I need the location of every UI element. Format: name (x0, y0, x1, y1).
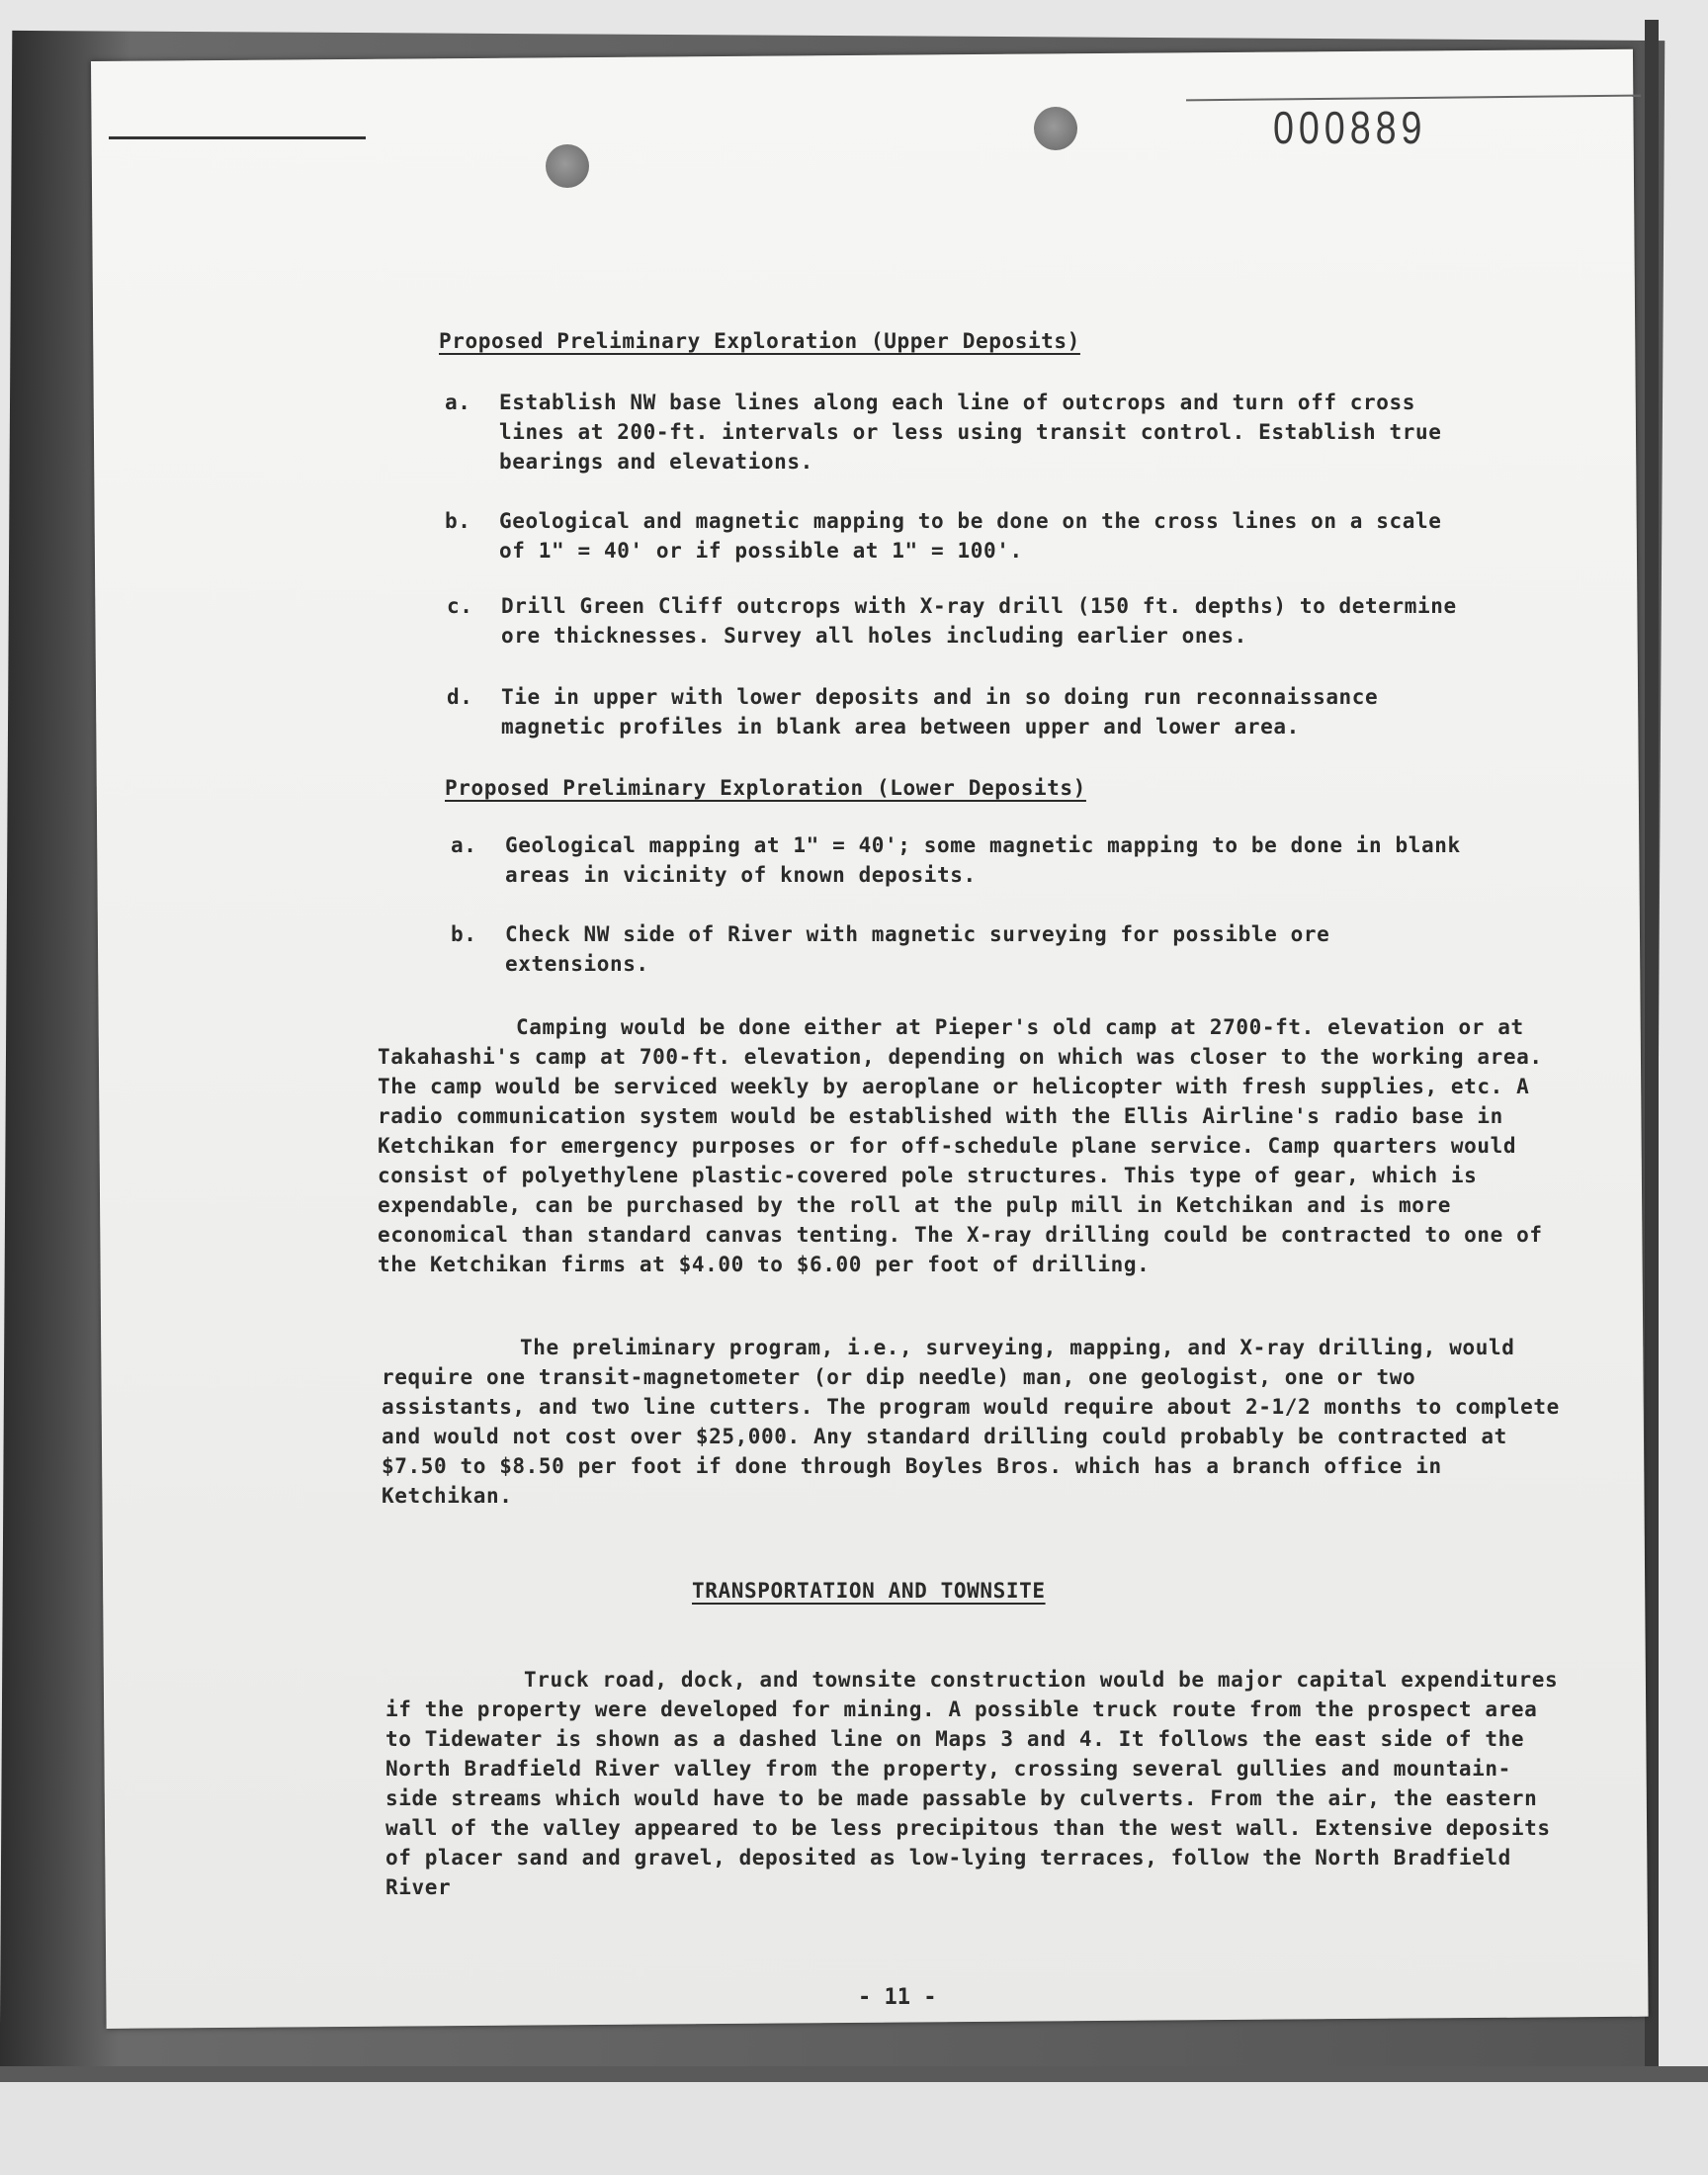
top-rule-left (109, 136, 366, 139)
camping-paragraph: Camping would be done either at Pieper's old camp at 2700-ft. elevation or at Takahashi's camp at 700-ft. elevation, depending on which was closer to the working area. The camp would be serviced weekly by aeroplane or helicopter with fresh supplies, etc. A radio communication system would be established with the Ellis Airline's radio base in Ketchikan for emergency purposes or for off-schedule plane service. Camp quarters would consist of polyethylene plastic-covered pole structures. This type of gear, which is expendable, can be purchased by the roll at the pulp mill in Ketchikan and is more economical than standard canvas tenting. The X-ray drilling could be contracted to one of the Ketchikan firms at $4.00 to $6.00 per foot of drilling. (378, 1015, 1543, 1276)
program-paragraph: The preliminary program, i.e., surveying, mapping, and X-ray drilling, would require one transit-magnetometer (or dip needle) man, one geologist, one or two assistants, and two line cutters. The program would require about 2-1/2 months to complete and would not cost over $25,000. Any standard drilling could probably be contracted at $7.50 to $8.50 per foot if done through Boyles Bros. which has a branch office in Ketchikan. (382, 1336, 1560, 1508)
list-item-text: Geological and magnetic mapping to be done on the cross lines on a scale of 1" = 40' or if possible at 1" = 100'. (499, 509, 1442, 563)
transportation-heading: TRANSPORTATION AND TOWNSITE (692, 1579, 1046, 1603)
list-item-label: b. (451, 922, 477, 946)
list-item-text: Drill Green Cliff outcrops with X-ray drill (150 ft. depths) to determine ore thicknesses. Survey all holes including earlier ones. (501, 594, 1457, 648)
list-item-text: Establish NW base lines along each line of outcrops and turn off cross lines at 200-ft. intervals or less using transit control. Establish true bearings and elevations. (499, 391, 1442, 474)
list-item-text: Tie in upper with lower deposits and in so doing run reconnaissance magnetic profiles in blank area between upper and lower area. (501, 685, 1379, 739)
list-item (445, 388, 1493, 477)
list-item-label: d. (447, 685, 473, 709)
list-item-label: c. (447, 594, 473, 618)
punch-hole-icon (1034, 107, 1077, 150)
list-item-text: Geological mapping at 1" = 40'; some magnetic mapping to be done in blank areas in vicinity of known deposits. (505, 833, 1461, 887)
page-number: - 11 - (858, 1985, 937, 2010)
lower-deposits-heading: Proposed Preliminary Exploration (Lower Deposits) (445, 776, 1086, 800)
list-item (445, 506, 1493, 566)
bates-number: 000889 (1273, 102, 1427, 153)
list-item-label: a. (445, 391, 471, 414)
list-item-label: b. (445, 509, 471, 533)
list-item (447, 591, 1494, 651)
list-item-text: Check NW side of River with magnetic surveying for possible ore extensions. (505, 922, 1330, 976)
scan-bottom-edge (0, 2066, 1708, 2082)
punch-hole-icon (546, 144, 589, 188)
transportation-paragraph: Truck road, dock, and townsite construction would be major capital expenditures if the property were developed for mining. A possible truck route from the prospect area to Tidewater is shown as a dashed line on Maps 3 and 4. It follows the east side of the North Bradfield River valley from the property, crossing several gullies and mountain-side streams which would have to be made passable by culverts. From the air, the eastern wall of the valley appeared to be less precipitous than the west wall. Extensive deposits of placer sand and gravel, deposited as low-lying terraces, follow the North Bradfield River (385, 1668, 1559, 1899)
list-item (447, 682, 1494, 741)
scan-bottom-margin (0, 2082, 1708, 2175)
upper-deposits-heading: Proposed Preliminary Exploration (Upper Deposits) (439, 329, 1080, 353)
list-item-label: a. (451, 833, 477, 857)
list-item (451, 830, 1498, 890)
list-item (451, 919, 1498, 979)
